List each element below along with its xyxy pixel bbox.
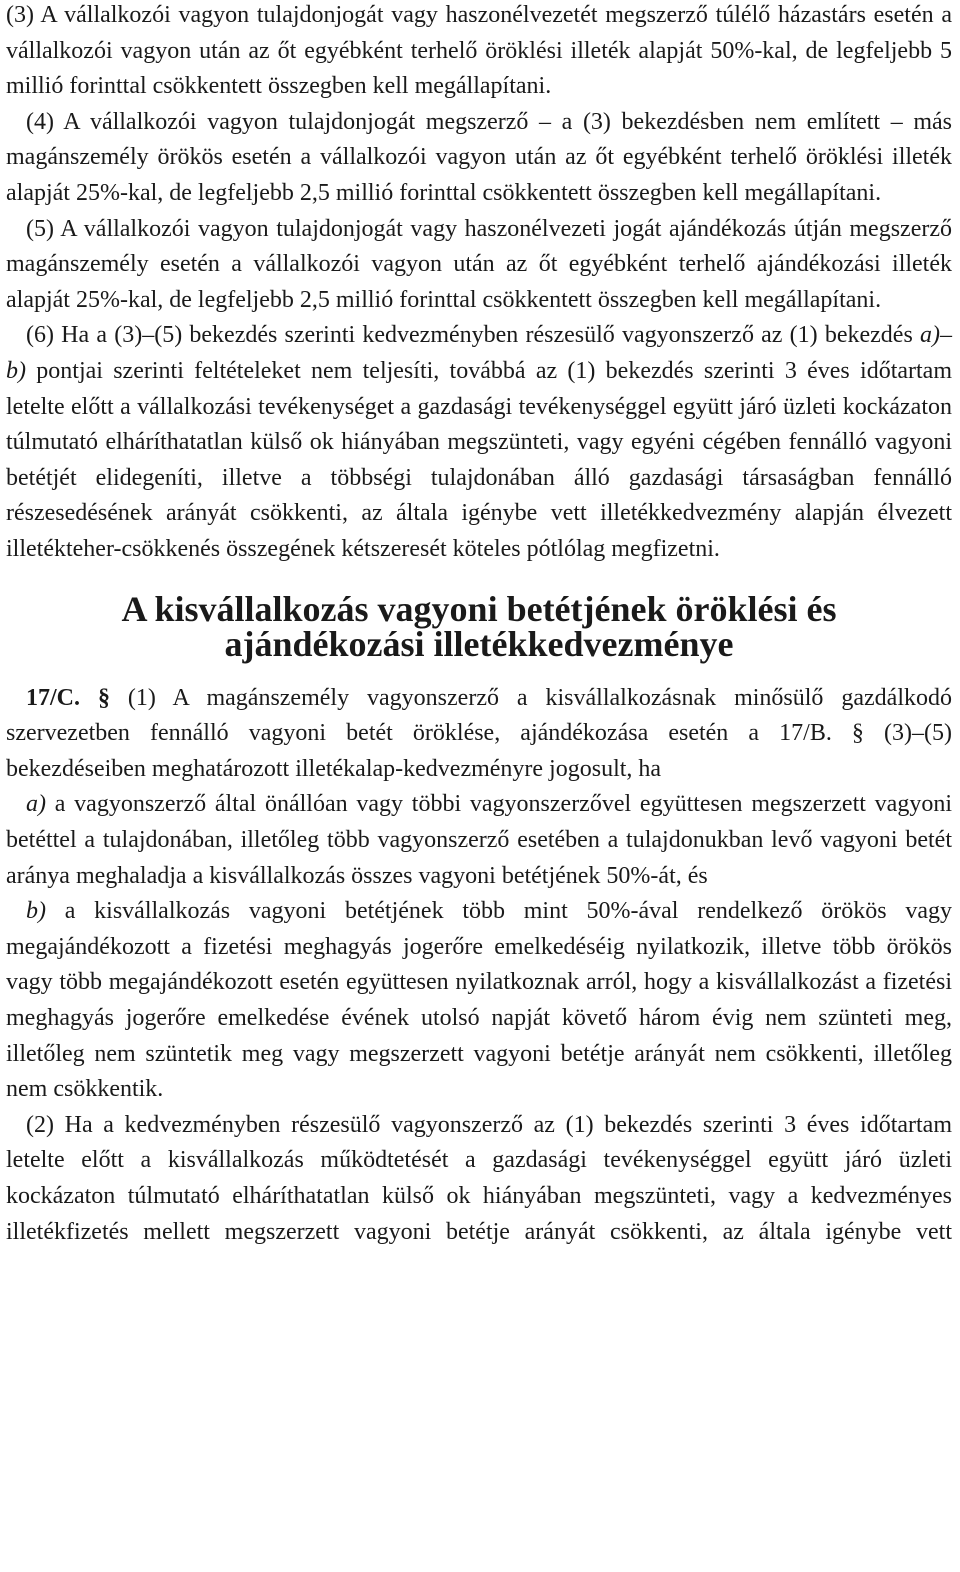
paragraph-4: (4) A vállalkozói vagyon tulajdonjogát megszerző – a (3) bekezdésben nem említett – más magánszemély örökös esetén a vállalkozói vagyon után az őt egyébként terhelő öröklési illeték alapját 25%-kal, de legfeljebb 2,5 millió forinttal csökkentett összegben kell megállapítani.	[6, 108, 952, 206]
section-17c-paragraph-2: (2) Ha a kedvezményben részesülő vagyonszerző az (1) bekezdés szerinti 3 éves időtartam letelte előtt a kisvállalkozás működtetését a gazdasági tevékenységgel együtt járó üzleti kockázaton túlmutató elháríthatatlan külső ok hiányában megszünteti, vagy a kedvezményes illetékfizetés mellett megszerzett vagyoni betétje arányát csökkenti, az általa igénybe vett	[6, 1111, 952, 1245]
section-number: 17/C. §	[26, 684, 110, 711]
paragraph-3: (3) A vállalkozói vagyon tulajdonjogát vagy haszonélvezetét megszerző túlélő házastárs esetén a vállalkozói vagyon után az őt egyébként terhelő öröklési illeték alapját 50%-kal, de legfeljebb 5 millió forinttal csökkentett összegben kell megállapítani.	[6, 2, 952, 100]
point-reference: a)–b)	[6, 322, 952, 384]
paragraph-6-start: (6) Ha a (3)–(5) bekezdés szerinti kedvezményben részesülő vagyonszerző az (1) bekezdés	[26, 322, 920, 349]
point-a	[6, 787, 952, 894]
paragraph-5: (5) A vállalkozói vagyon tulajdonjogát vagy haszonélvezeti jogát ajándékozás útján megszerző magánszemély esetén a vállalkozói vagyon után az őt egyébként terhelő ajándékozási illeték alapját 25%-kal, de legfeljebb 2,5 millió forinttal csökkentett összegben kell megállapítani.	[6, 215, 952, 313]
point-b	[6, 894, 952, 1108]
point-b-label: b)	[26, 898, 46, 925]
point-a-label: a)	[26, 791, 46, 818]
paragraph-6	[6, 318, 952, 567]
section-heading: A kisvállalkozás vagyoni betétjének öröklési és ajándékozási illetékkedvezménye	[121, 588, 837, 665]
section-17c-text: (1) A magánszemély vagyonszerző a kisvállalkozásnak minősülő gazdálkodó szervezetben fennálló vagyoni betét öröklése, ajándékozása esetén a 17/B. § (3)–(5) bekezdéseiben meghatározott illetékalap-kedvezményre jogosult, ha	[6, 684, 952, 782]
point-a-text: a vagyonszerző által önállóan vagy többi vagyonszerzővel együttesen megszerzett vagyoni betéttel a tulajdonában, illetőleg több vagyonszerző esetében a tulajdonukban levő vagyoni betét aránya meghaladja a kisvállalkozás összes vagyoni betétjének 50%-át, és	[6, 791, 952, 889]
point-b-text: a kisvállalkozás vagyoni betétjének több mint 50%-ával rendelkező örökös vagy megajándékozott a fizetési meghagyás jogerőre emelkedéséig nyilatkozik, illetve több örökös vagy több megajándékozott esetén együttesen nyilatkoznak arról, hogy a kisvállalkozást a fizetési meghagyás jogerőre emelkedése évének utolsó napját követő három évig nem szünteti meg, illetőleg nem szüntetik meg vagy megszerzett vagyoni betétje arányát nem csökkenti, illetőleg nem csökkentik.	[6, 898, 952, 1103]
paragraph-6-rest: pontjai szerinti feltételeket nem teljesíti, továbbá az (1) bekezdés szerinti 3 éves időtartam letelte előtt a vállalkozási tevékenységet a gazdasági tevékenységgel együtt járó üzleti kockázaton túlmutató elháríthatatlan külső ok hiányában megszünteti, vagy egyéni cégében fennálló vagyoni betétjét elidegeníti, illetve a többségi tulajdonában álló gazdasági társaságban fennálló részesedésének arányát csökkenti, az általa igénybe vett illetékkedvezmény alapján élvezett illetékteher-csökkenés összegének kétszeresét köteles pótlólag megfizetni.	[6, 357, 952, 562]
section-17c-paragraph-1	[6, 681, 952, 788]
